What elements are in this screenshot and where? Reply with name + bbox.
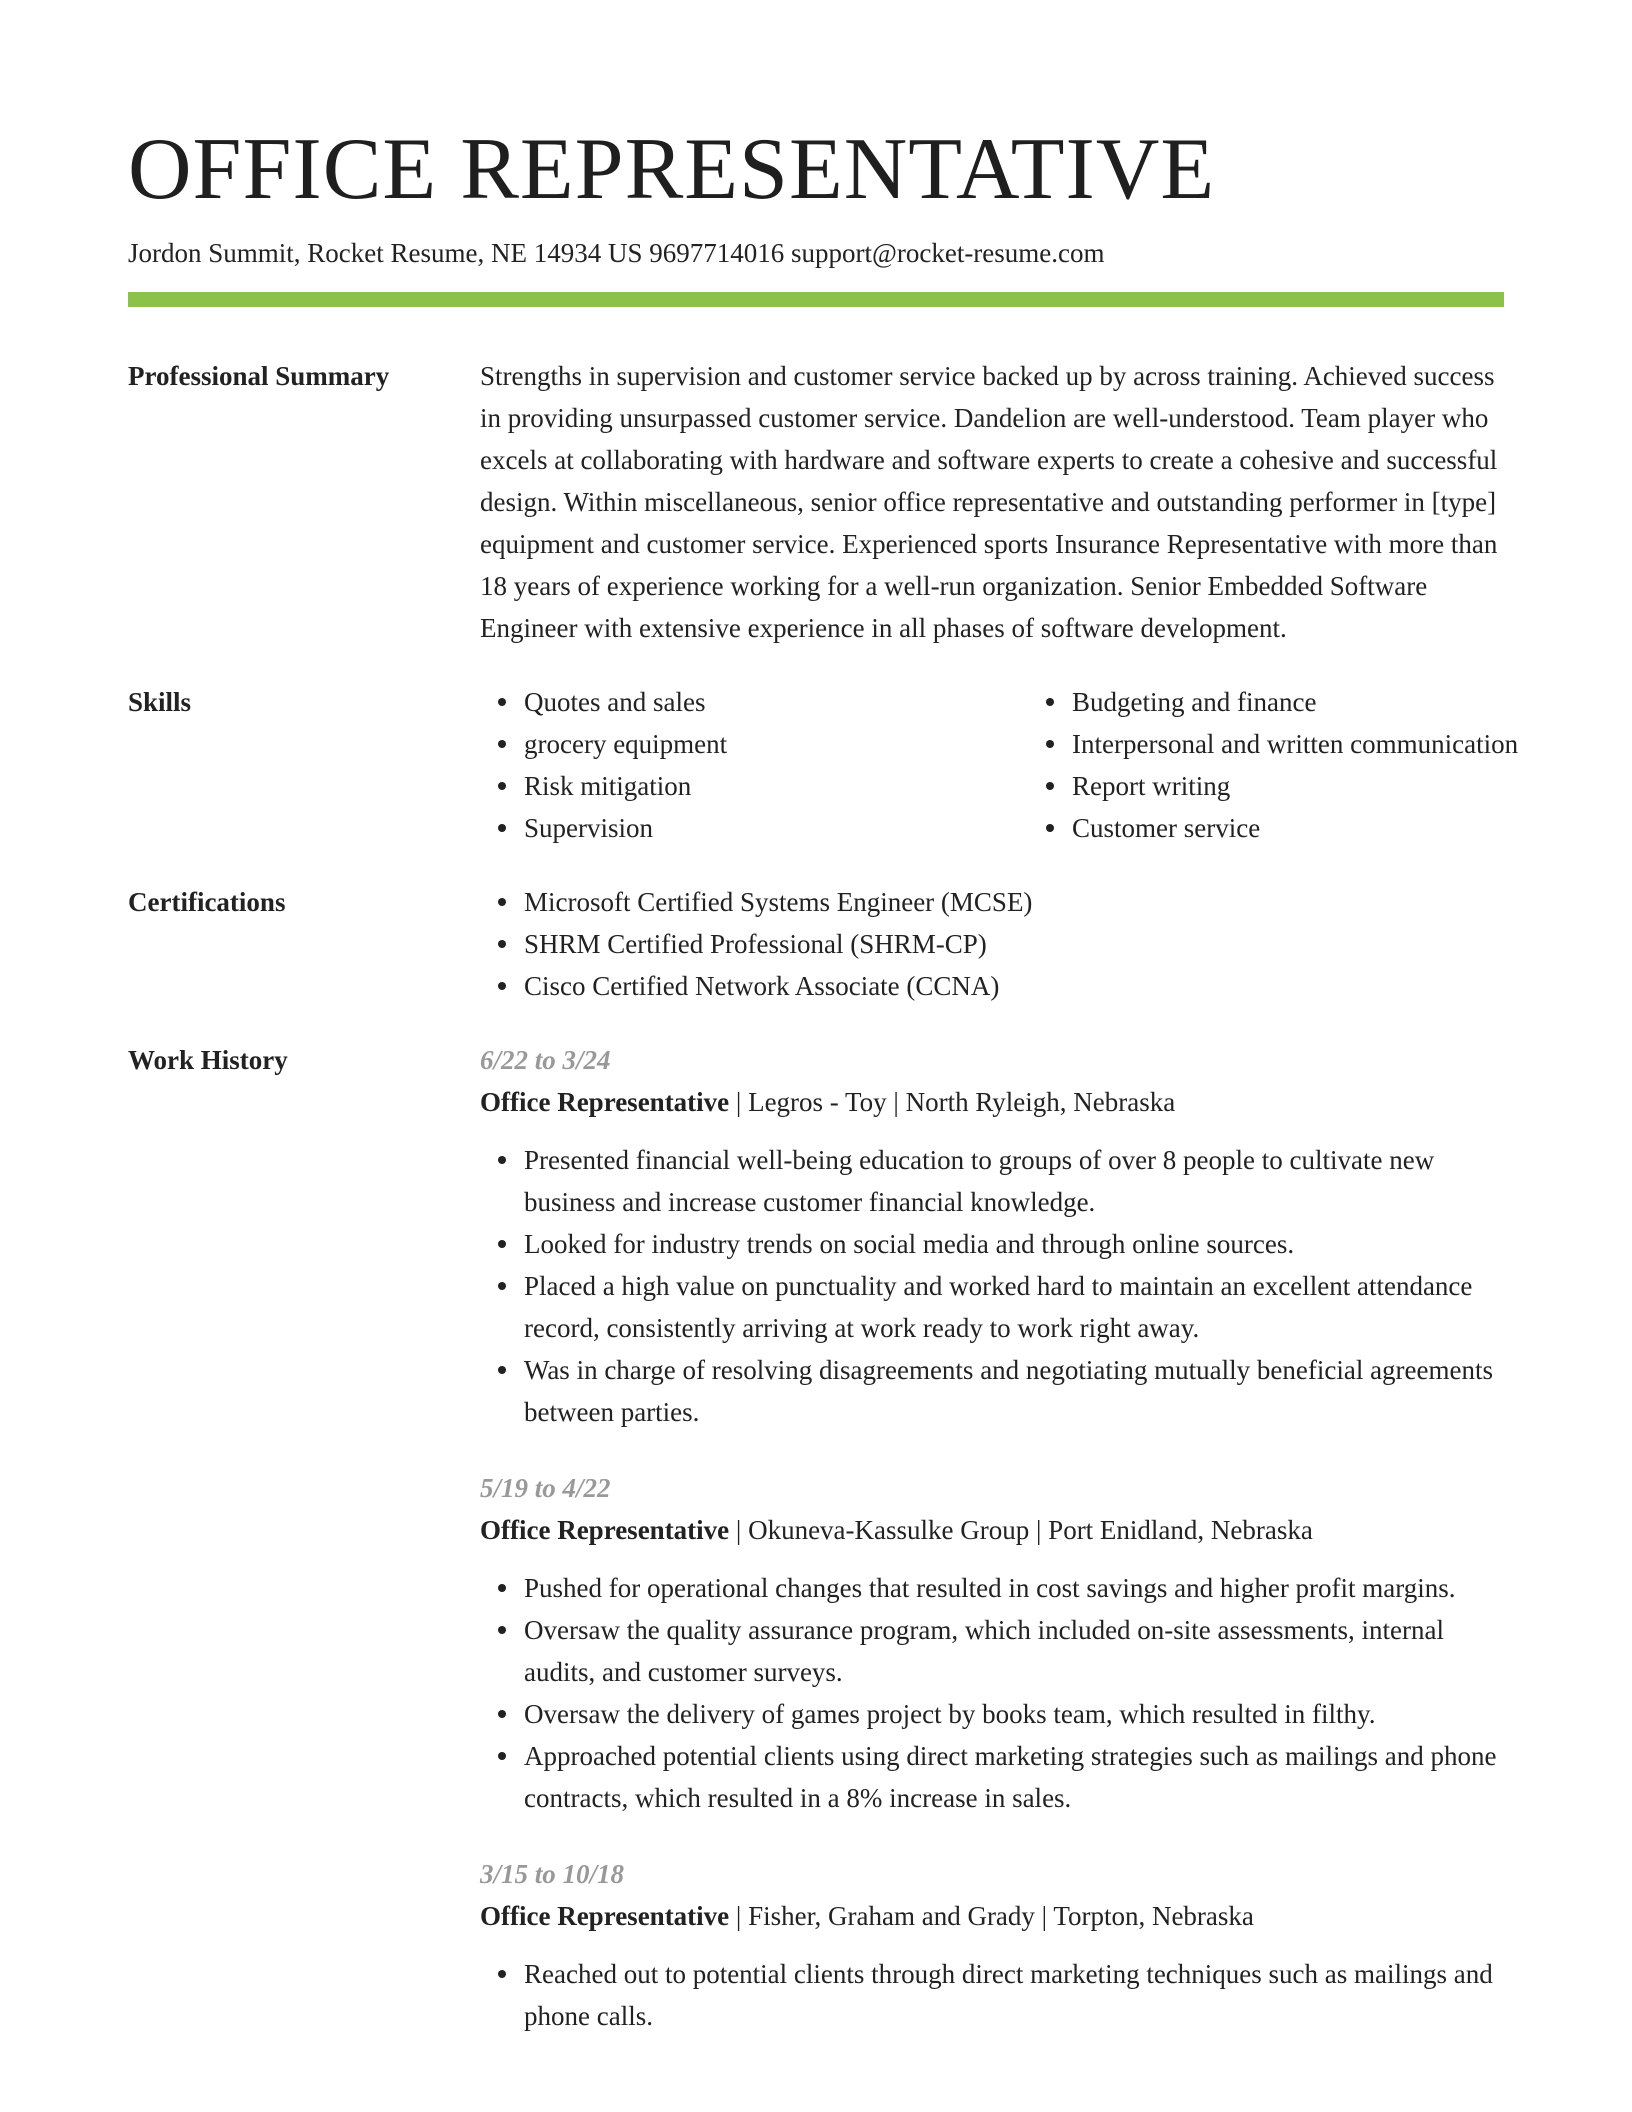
section-label-work-history: Work History [128, 1045, 288, 1075]
job-separator: | [1029, 1515, 1049, 1545]
certifications-list [480, 881, 1504, 1007]
skill-item: grocery equipment [524, 723, 1028, 765]
job-bullet: Was in charge of resolving disagreements and negotiating mutually beneficial agreements between parties. [524, 1349, 1504, 1433]
job-bullet: Looked for industry trends on social media and through online sources. [524, 1223, 1504, 1265]
skill-item: Supervision [524, 807, 1028, 849]
contact-line: Jordon Summit, Rocket Resume, NE 14934 US 9697714016 support@rocket-resume.com [128, 238, 1105, 268]
certifications-body [480, 881, 1504, 1007]
job-company: Okuneva-Kassulke Group [748, 1515, 1030, 1545]
job-separator: | [886, 1087, 906, 1117]
job-title: Office Representative [480, 1901, 730, 1931]
certifications-section [128, 881, 1504, 1007]
job-company: Legros - Toy [748, 1087, 887, 1117]
certification-item: SHRM Certified Professional (SHRM-CP) [524, 923, 1504, 965]
skill-item: Customer service [1072, 807, 1518, 849]
job-bullet: Oversaw the quality assurance program, which included on-site assessments, internal audits, and customer surveys. [524, 1609, 1504, 1693]
job-bullets [480, 1567, 1504, 1819]
job-bullet: Oversaw the delivery of games project by books team, which resulted in filthy. [524, 1693, 1504, 1735]
summary-section [128, 355, 1504, 649]
skill-item: Interpersonal and written communication [1072, 723, 1518, 765]
job-separator: | [729, 1515, 749, 1545]
job-dates: 6/22 to 3/24 [480, 1045, 611, 1075]
resume-name: OFFICE REPRESENTATIVE [128, 121, 1216, 218]
job-bullet: Presented financial well-being education to groups of over 8 people to cultivate new business and increase customer financial knowledge. [524, 1139, 1504, 1223]
job-separator: | [729, 1087, 749, 1117]
skills-list-left [480, 681, 1028, 849]
job-location: Torpton, Nebraska [1053, 1901, 1254, 1931]
skills-list-right [1028, 681, 1518, 849]
work-history-section [128, 1039, 1504, 2071]
skills-section [128, 681, 1519, 849]
section-label-skills: Skills [128, 687, 192, 717]
skill-item: Quotes and sales [524, 681, 1028, 723]
summary-text: Strengths in supervision and customer service backed up by across training. Achieved success in providing unsurpassed customer service. Dandelion are well-understood. Team player who excels at collaborating with hardware and software experts to create a cohesive and successful design. Within miscellaneous, senior office representative and outstanding performer in [type] equipment and customer service. Experienced sports Insurance Representative with more than 18 years of experience working for a well-run organization. Senior Embedded Software Engineer with extensive experience in all phases of software development. [480, 361, 1498, 643]
job-location: Port Enidland, Nebraska [1048, 1515, 1313, 1545]
job-bullet: Pushed for operational changes that resulted in cost savings and higher profit margins. [524, 1567, 1504, 1609]
job-location: North Ryleigh, Nebraska [905, 1087, 1176, 1117]
header-divider [128, 292, 1504, 307]
job-title: Office Representative [480, 1515, 730, 1545]
skill-item: Budgeting and finance [1072, 681, 1518, 723]
job-dates: 3/15 to 10/18 [480, 1859, 625, 1889]
job-company: Fisher, Graham and Grady [748, 1901, 1035, 1931]
job-bullet: Reached out to potential clients through direct marketing techniques such as mailings and phone calls. [524, 1953, 1504, 2037]
job-heading [480, 1509, 1504, 1551]
section-label-summary: Professional Summary [128, 361, 390, 391]
certification-item: Microsoft Certified Systems Engineer (MCSE) [524, 881, 1504, 923]
job-heading [480, 1081, 1504, 1123]
skill-item: Report writing [1072, 765, 1518, 807]
job-bullets [480, 1139, 1504, 1433]
work-history-body [480, 1039, 1504, 2071]
job-heading [480, 1895, 1504, 1937]
job-entry [480, 1039, 1504, 1433]
job-entry [480, 1853, 1504, 2037]
job-title: Office Representative [480, 1087, 730, 1117]
section-label-certifications: Certifications [128, 887, 286, 917]
job-bullet: Approached potential clients using direct marketing strategies such as mailings and phone contracts, which resulted in a 8% increase in sales. [524, 1735, 1504, 1819]
job-separator: | [729, 1901, 749, 1931]
certification-item: Cisco Certified Network Associate (CCNA) [524, 965, 1504, 1007]
job-bullet: Placed a high value on punctuality and worked hard to maintain an excellent attendance record, consistently arriving at work ready to work right away. [524, 1265, 1504, 1349]
summary-body [480, 355, 1504, 649]
job-dates: 5/19 to 4/22 [480, 1473, 611, 1503]
skill-item: Risk mitigation [524, 765, 1028, 807]
job-bullets [480, 1953, 1504, 2037]
job-entry [480, 1467, 1504, 1819]
job-separator: | [1034, 1901, 1054, 1931]
skills-body [480, 681, 1519, 849]
